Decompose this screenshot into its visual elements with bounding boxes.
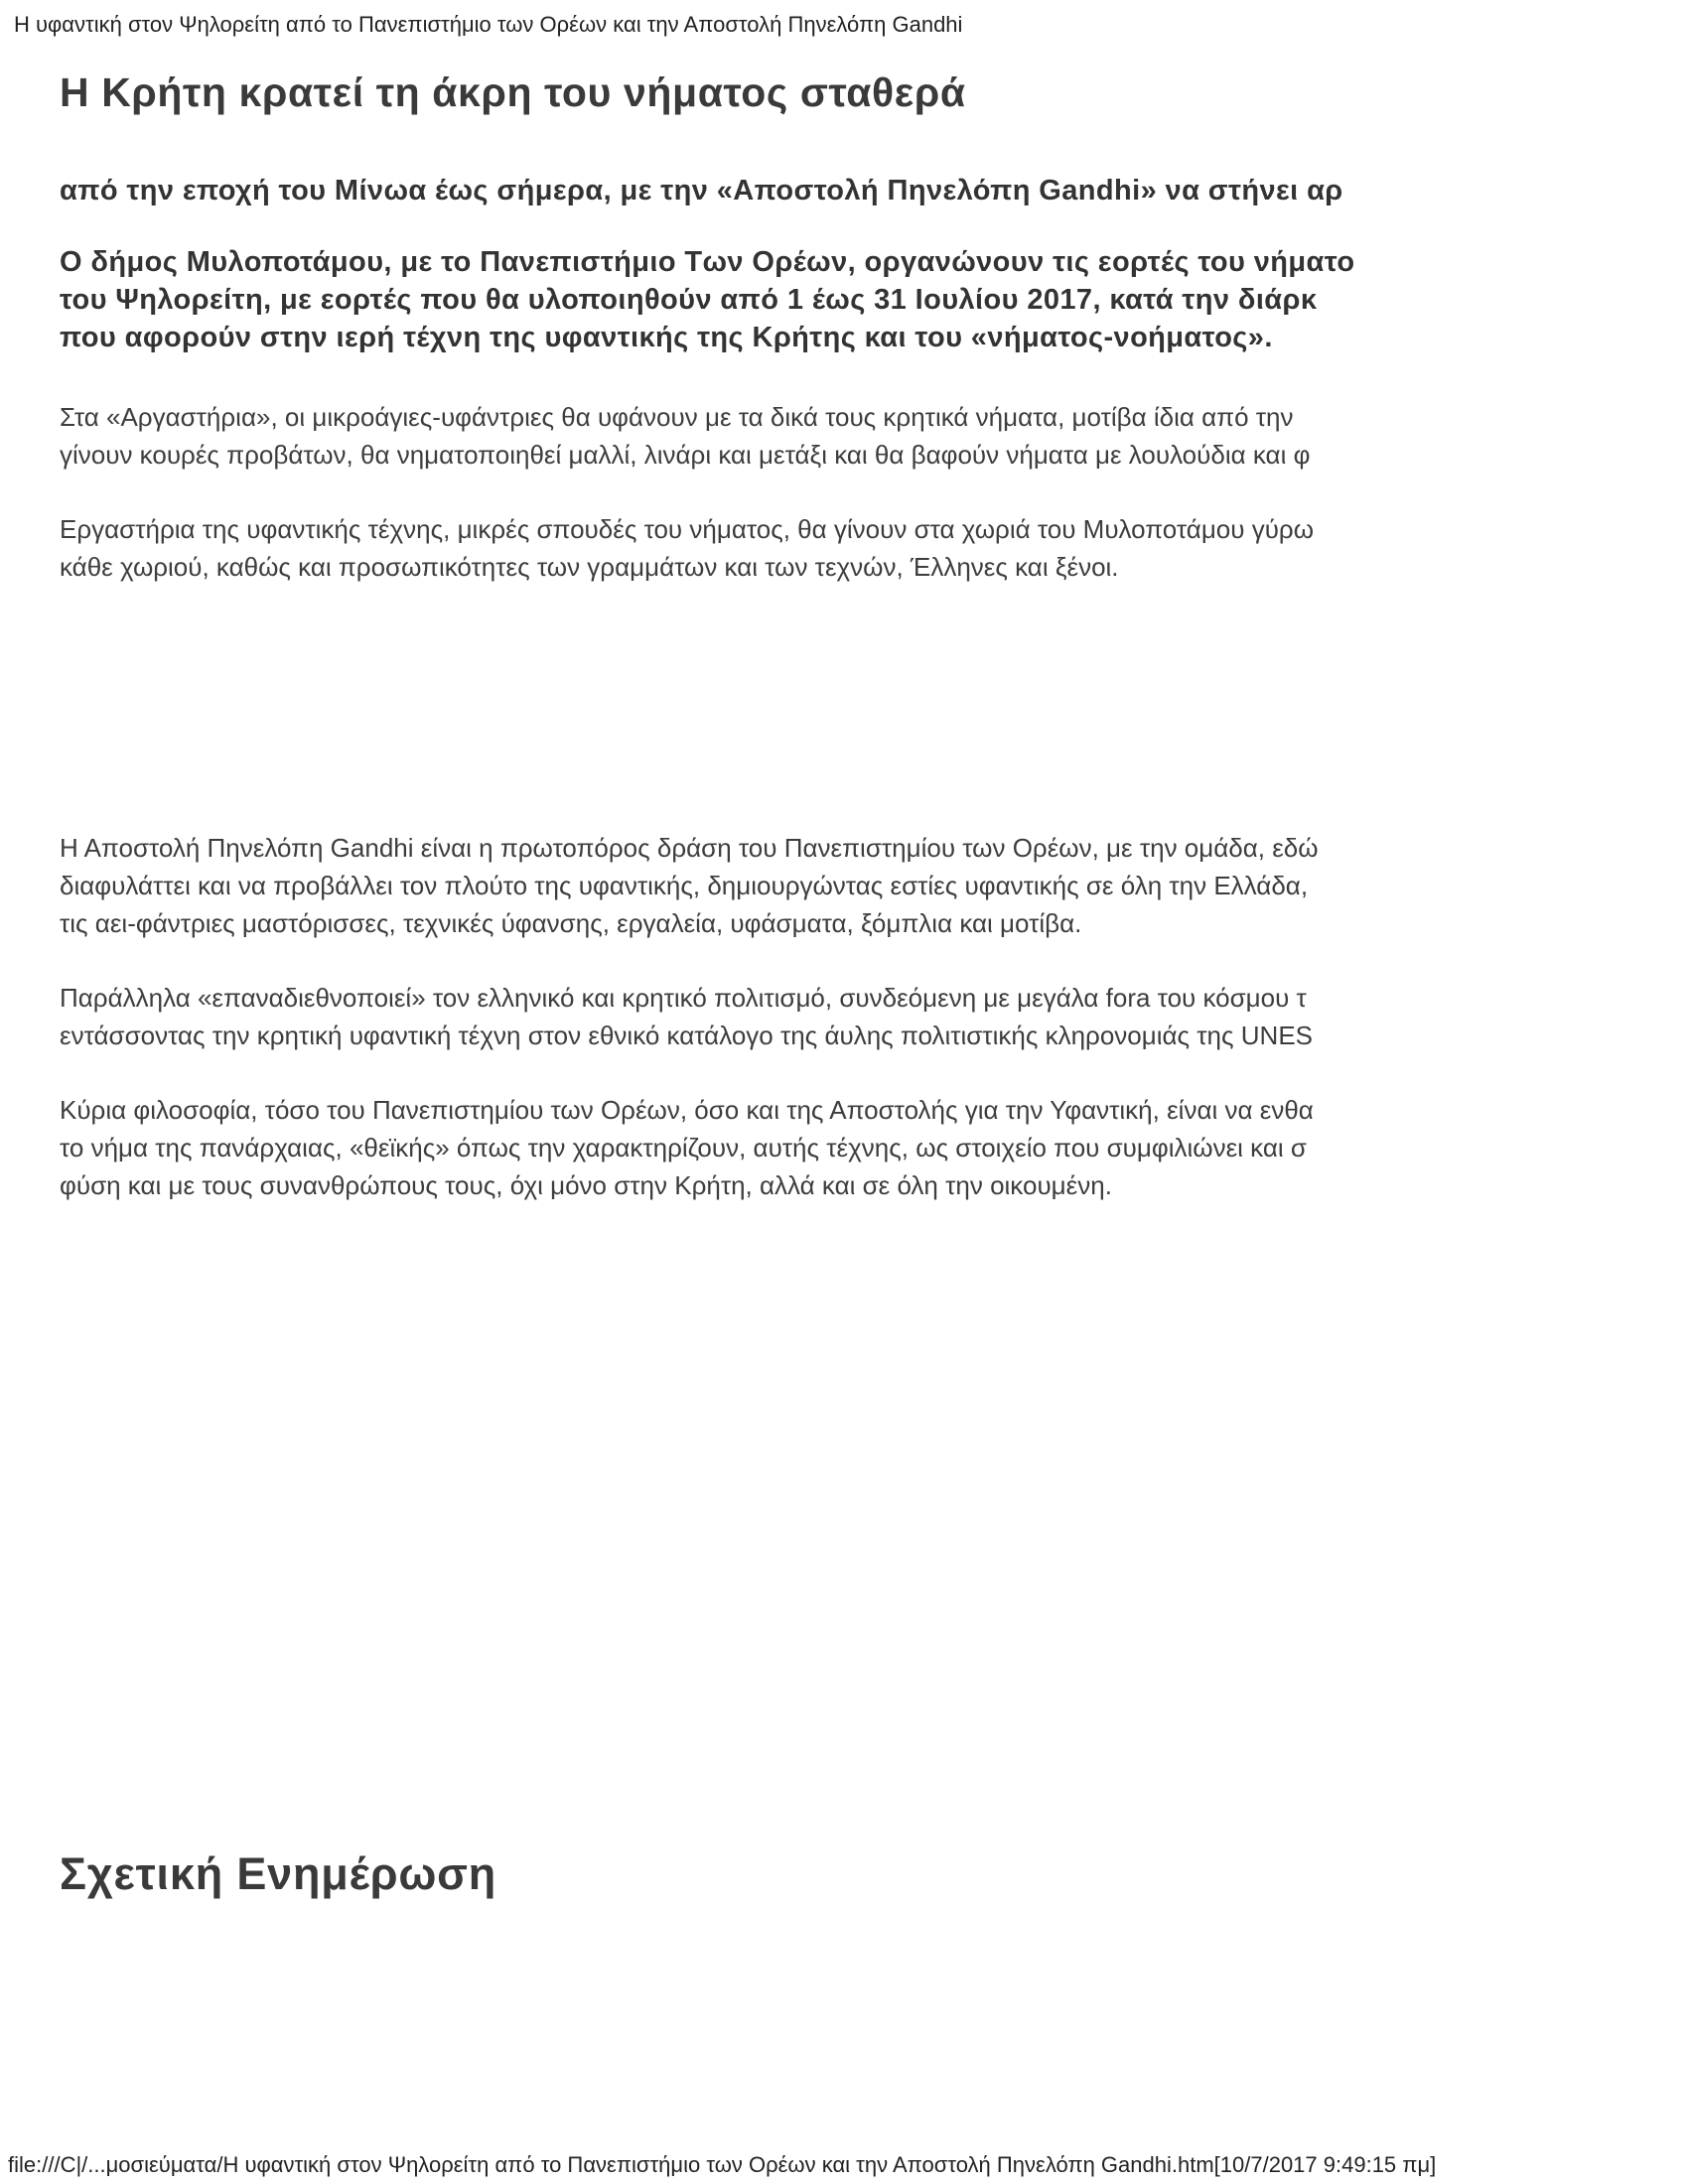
paragraph-line: κάθε χωριού, καθώς και προσωπικότητες των γραμμάτων και των τεχνών, Έλληνες και ξένοι. (60, 552, 1119, 582)
article-paragraph-5 (60, 1091, 1314, 1204)
paragraph-line: Η Αποστολή Πηνελόπη Gandhi είναι η πρωτοπόρος δράση του Πανεπιστημίου των Ορέων, με την ομάδα, εδώ (60, 833, 1319, 863)
paragraph-line: διαφυλάττει και να προβάλλει τον πλούτο της υφαντικής, δημιουργώντας εστίες υφαντικής σε όλη την Ελλάδα, (60, 871, 1309, 900)
paragraph-line: γίνουν κουρές προβάτων, θα νηματοποιηθεί μαλλί, λινάρι και μετάξι και θα βαφούν νήματα με λουλούδια και φ (60, 440, 1311, 470)
article-lead-1: από την εποχή του Μίνωα έως σήμερα, με την «Αποστολή Πηνελόπη Gandhi» να στήνει αρ (60, 175, 1343, 206)
paragraph-line: εντάσσοντας την κρητική υφαντική τέχνη στον εθνικό κατάλογο της άυλης πολιτιστικής κληρονομιάς της UNES (60, 1021, 1314, 1050)
related-news-heading: Σχετική Ενημέρωση (60, 1848, 497, 1899)
article-headline: Η Κρήτη κρατεί τη άκρη του νήματος σταθερά (60, 69, 966, 115)
lead-2-line: του Ψηλορείτη, με εορτές που θα υλοποιηθούν από 1 έως 31 Ιουλίου 2017, κατά την διάρκ (60, 284, 1318, 316)
paragraph-line: το νήμα της πανάρχαιας, «θεϊκής» όπως την χαρακτηρίζουν, αυτής τέχνης, ως στοιχείο που συμφιλιώνει και σ (60, 1133, 1307, 1162)
paragraph-line: τις αει-φάντριες μαστόρισσες, τεχνικές ύφανσης, εργαλεία, υφάσματα, ξόμπλια και μοτίβα. (60, 908, 1082, 938)
print-header: Η υφαντική στον Ψηλορείτη από το Πανεπιστήμιο των Ορέων και την Αποστολή Πηνελόπη Gandhi (14, 12, 963, 37)
article-paragraph-4 (60, 979, 1313, 1054)
paragraph-line: Παράλληλα «επαναδιεθνοποιεί» τον ελληνικό και κρητικό πολιτισμό, συνδεόμενη με μεγάλα fora του κόσμου τ (60, 983, 1307, 1013)
article-paragraph-1 (60, 398, 1310, 474)
paragraph-line: φύση και με τους συνανθρώπους τους, όχι μόνο στην Κρήτη, αλλά και σε όλη την οικουμένη. (60, 1170, 1112, 1200)
paragraph-line: Στα «Αργαστήρια», οι μικροάγιες-υφάντριες θα υφάνουν με τα δικά τους κρητικά νήματα, μοτίβα ίδια από την (60, 402, 1294, 432)
print-footer-url: file:///C|/...μοσιεύματα/Η υφαντική στον Ψηλορείτη από το Πανεπιστήμιο των Ορέων και την Αποστολή Πηνελόπη Gandhi.htm[10/7/2017 9:49:15 πμ] (8, 2152, 1437, 2177)
article-lead-2 (60, 243, 1354, 356)
article-paragraph-3 (60, 829, 1319, 942)
lead-2-line: Ο δήμος Μυλοποτάμου, με το Πανεπιστήμιο Των Ορέων, οργανώνουν τις εορτές του νήματο (60, 246, 1355, 278)
paragraph-line: Εργαστήρια της υφαντικής τέχνης, μικρές σπουδές του νήματος, θα γίνουν στα χωριά του Μυλοποτάμου γύρω (60, 514, 1315, 544)
lead-2-line: που αφορούν στην ιερή τέχνη της υφαντικής της Κρήτης και του «νήματος-νοήματος». (60, 322, 1273, 353)
article-paragraph-2 (60, 510, 1314, 586)
paragraph-line: Κύρια φιλοσοφία, τόσο του Πανεπιστημίου των Ορέων, όσο και της Αποστολής για την Υφαντική, είναι να ενθα (60, 1095, 1314, 1125)
